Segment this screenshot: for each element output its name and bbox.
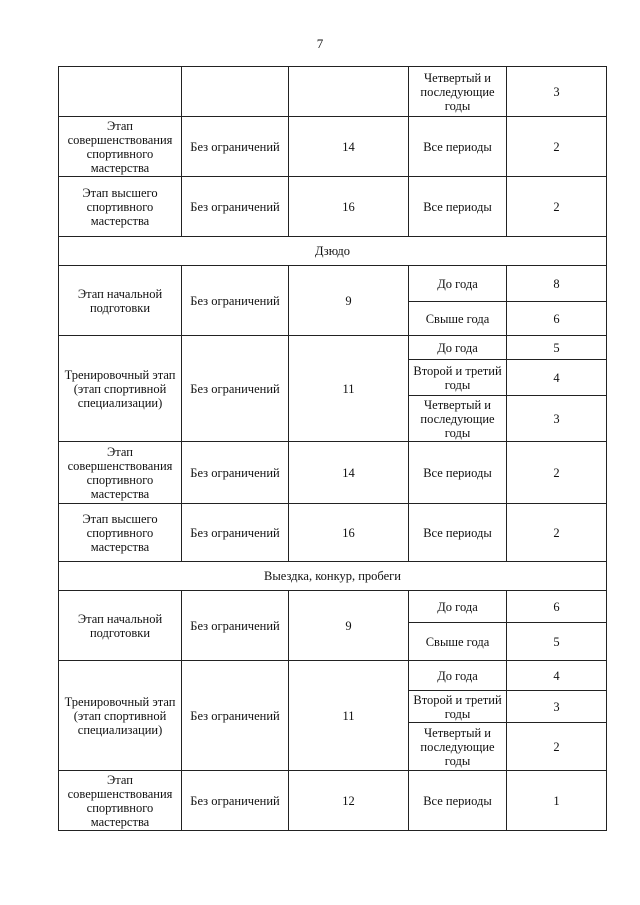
table-cell: Этап начальной подготовки (59, 266, 182, 336)
table-row (59, 336, 607, 360)
section-title: Дзюдо (59, 237, 607, 266)
section-row (59, 562, 607, 591)
table-row (59, 67, 607, 117)
table-cell: 9 (289, 266, 409, 336)
table-cell: Все периоды (409, 442, 507, 504)
table-cell: Тренировочный этап (этап спортивной специализации) (59, 336, 182, 442)
table-cell: До года (409, 336, 507, 360)
table-row (59, 504, 607, 562)
table-cell: 3 (507, 691, 607, 723)
table-cell: 14 (289, 442, 409, 504)
table-cell: 4 (507, 661, 607, 691)
table-cell: 2 (507, 117, 607, 177)
table-cell: 2 (507, 504, 607, 562)
table-cell: Свыше года (409, 302, 507, 336)
table-row (59, 442, 607, 504)
table-cell: Все периоды (409, 771, 507, 831)
table-cell: Все периоды (409, 177, 507, 237)
table-cell: 3 (507, 396, 607, 442)
table-row (59, 661, 607, 691)
section-row (59, 237, 607, 266)
table-cell: 9 (289, 591, 409, 661)
table-cell: 16 (289, 504, 409, 562)
table-cell: 11 (289, 661, 409, 771)
page-number: 7 (316, 36, 324, 51)
table-cell: 6 (507, 591, 607, 623)
table-cell: 5 (507, 336, 607, 360)
table-cell: Без ограничений (182, 771, 289, 831)
table-cell (182, 67, 289, 117)
table-row (59, 177, 607, 237)
table-cell: Этап совершенствования спортивного мастерства (59, 771, 182, 831)
table-cell: 2 (507, 442, 607, 504)
table-row (59, 266, 607, 302)
table-cell: Без ограничений (182, 442, 289, 504)
table-cell: 2 (507, 723, 607, 771)
table-cell: Этап совершенствования спортивного мастерства (59, 442, 182, 504)
table-cell: Четвертый и последующие годы (409, 67, 507, 117)
table-row (59, 591, 607, 623)
table-cell: 4 (507, 360, 607, 396)
table-cell: Четвертый и последующие годы (409, 396, 507, 442)
sports-requirements-table (58, 66, 607, 831)
table-cell: Без ограничений (182, 177, 289, 237)
table-cell: Этап начальной подготовки (59, 591, 182, 661)
table-cell: 8 (507, 266, 607, 302)
table-cell: Этап совершенствования спортивного мастерства (59, 117, 182, 177)
table-cell: Без ограничений (182, 336, 289, 442)
table-cell: Все периоды (409, 504, 507, 562)
table-cell (59, 67, 182, 117)
table-row (59, 771, 607, 831)
section-title: Выездка, конкур, пробеги (59, 562, 607, 591)
table-cell: 12 (289, 771, 409, 831)
table-cell: 11 (289, 336, 409, 442)
table-cell: 3 (507, 67, 607, 117)
table-cell: Без ограничений (182, 504, 289, 562)
table-cell: Без ограничений (182, 661, 289, 771)
table-cell: Все периоды (409, 117, 507, 177)
table-cell: Без ограничений (182, 591, 289, 661)
table-cell: 2 (507, 177, 607, 237)
table-cell: Без ограничений (182, 266, 289, 336)
table-cell: Этап высшего спортивного мастерства (59, 177, 182, 237)
table-cell: До года (409, 591, 507, 623)
table-cell: До года (409, 661, 507, 691)
table-cell (289, 67, 409, 117)
table-cell: Четвертый и последующие годы (409, 723, 507, 771)
table-cell: Свыше года (409, 623, 507, 661)
table-cell: Второй и третий годы (409, 691, 507, 723)
table-cell: До года (409, 266, 507, 302)
table-cell: 6 (507, 302, 607, 336)
table-cell: Этап высшего спортивного мастерства (59, 504, 182, 562)
table-cell: Тренировочный этап (этап спортивной специализации) (59, 661, 182, 771)
table-cell: 1 (507, 771, 607, 831)
table-cell: 16 (289, 177, 409, 237)
table-cell: 5 (507, 623, 607, 661)
table-cell: 14 (289, 117, 409, 177)
table-cell: Без ограничений (182, 117, 289, 177)
table-cell: Второй и третий годы (409, 360, 507, 396)
table-row (59, 117, 607, 177)
